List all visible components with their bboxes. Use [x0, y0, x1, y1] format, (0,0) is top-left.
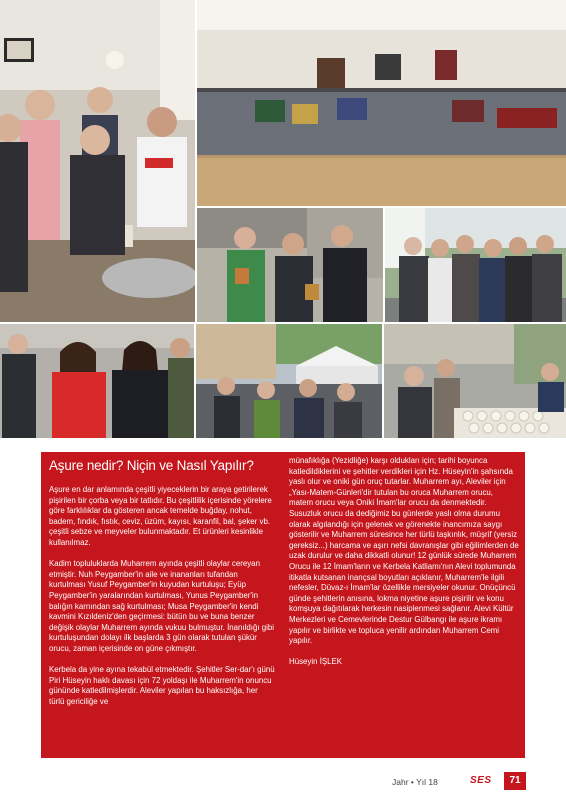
- article-paragraph: Aşure en dar anlamında çeşitli yiyeceklerin bir araya getirilerek pişirilen bir çorba veya bir tatlıdır. Bu çeşitlilik içerisinde yörelere göre farklılıklar da gösteren ancak temelde buğday, nohut, badem, fındık, fıstık, ceviz, üzüm, kayısı, karanfil, bal, şeker vb. çeşitli sebze ve meyveler bulunmaktadır. Et ürünleri kesinlikle kullanılmaz.: [49, 485, 272, 547]
- photo-outdoor-group: [385, 208, 566, 322]
- photo-women-crowd: [0, 324, 194, 438]
- photo-asure-cups-table: [384, 324, 566, 438]
- article-title: Aşure nedir? Niçin ve Nasıl Yapılır?: [49, 458, 254, 473]
- article-author: Hüseyin İŞLEK: [289, 657, 343, 667]
- issue-label: Jahr • Yıl 18: [392, 777, 438, 787]
- article-box: [41, 452, 525, 758]
- photo-asure-serving-group: [0, 0, 195, 322]
- article-paragraph: Kadim topluluklarda Muharrem ayında çeşitli olaylar cereyan etmiştir. Nuh Peygamber'in aile ve inananları tufandan kurtulması Yusuf Peygamber'in kuyudan kurtuluşu; Eyüp Peygamber'in yaralarından kurtulması, Yunus Peygamber'in balığın karnından sağ kurtulması; Musa Peygamber'in kendi kavmini Kızıldeniz'den geçirmesi: bütün bu ve buna benzer değişik olaylar Muharrem ayında vukuu bulmuştur. İnanıldığı gibi kurtuluşundan dolayı ilk başlarda 3 gün olarak tutulan şükür orucu, zaman içerisinde on güne çıkmıştır.: [49, 559, 275, 653]
- magazine-logo: SES: [470, 775, 492, 786]
- article-column-right: [289, 456, 519, 668]
- photo-award-presentation: [197, 208, 383, 322]
- article-column-left: [49, 485, 275, 707]
- article-paragraph: Kerbela da yine ayına tekabül etmektedir. Şehitler Ser-dar'ı günü Piri Hüseyin haklı davası için 72 yoldaşı ile Muharrem'in onuncu gününde katledilmişlerdir. Aleviler yapılan bu haksızlığa, her türlü gericiliğe ve: [49, 665, 275, 706]
- photo-outdoor-crowd-tent: [196, 324, 382, 438]
- page-number: 71: [504, 772, 526, 790]
- article-paragraph: münafıklığa (Yezidliğe) karşı oldukları için; tarihi boyunca katledildiklerini ve şehitler verdikleri için Hz. Hüseyin'in şahsında yaslı olur ve oniki gün oruç tutarlar. Muharrem ayı, Aleviler için „Yası-Matem-Günleri'dir tutulan bu oruca Muharrem orucu, matem orucu veya Oniki İmam'lar orucu da denmektedir. Susuzluk orucu da dediğimiz bu günlerde yaslı olma durumu olarak algılandığı için gelenek ve görenekte inancımıza saygı gösterilir ve Muharrem süresince her türlü taşkınlık, müşrif (yersiz gereksiz...) harcama ve aşırı nefsi davranışlar gibi eğilimlerden de uzak durulur ve daha dikkatli olunur! 12 günlük sürede Muharrem Orucu ile 12 İmam'ların ve Kerbela Katliamı'nın Alevi toplumunda itikatla kutsanan inançsal boyutları açıklanır, Muharrem'le ilgili nefesler, Düvaz-ı İmam'lar özellikle mersiyeler okunur. Onüçüncü günde şehitlerin anısına, lokma niyetine aşure pişirilir ve konu komşuya dağıtılarak herkesin nasiplenmesi sağlanır. Alevi Kültür Merkezleri ve Cemevlerinde Destur Gülbangı ile aşure ikramı yapılır ve birlikte ve topluca yenilir ardından Muharrem Cemi yapılır.: [289, 456, 519, 646]
- photo-group-with-banners: [197, 0, 566, 206]
